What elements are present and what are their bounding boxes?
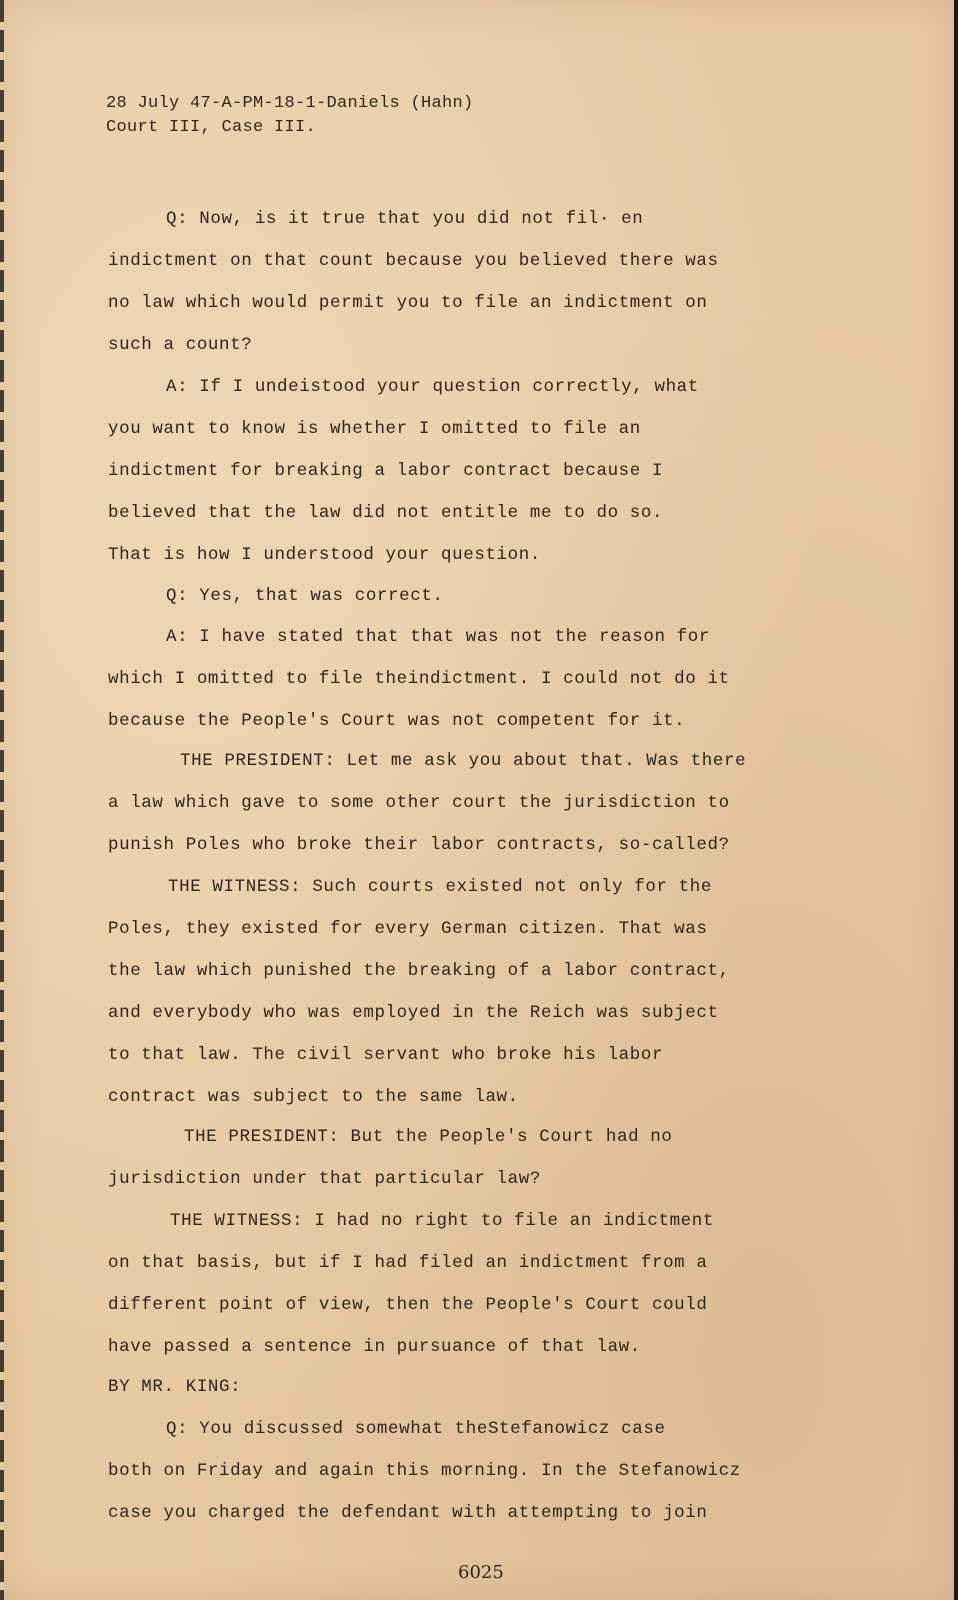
text-line: both on Friday and again this morning. In the Stefanowicz	[108, 1461, 741, 1481]
text-line: case you charged the defendant with attempting to join	[108, 1503, 708, 1523]
text-line: THE PRESIDENT: But the People's Court had no	[184, 1127, 673, 1147]
text-line: which I omitted to file theindictment. I could not do it	[108, 669, 730, 689]
text-line: the law which punished the breaking of a labor contract,	[108, 961, 730, 981]
speaker-heading: BY MR. KING:	[108, 1377, 242, 1397]
text-line: on that basis, but if I had filed an indictment from a	[108, 1253, 708, 1273]
text-line: contract was subject to the same law.	[108, 1087, 519, 1107]
text-line: Q: Yes, that was correct.	[166, 586, 444, 606]
text-line: and everybody who was employed in the Reich was subject	[108, 1003, 719, 1023]
text-line: such a count?	[108, 335, 253, 355]
text-line: a law which gave to some other court the jurisdiction to	[108, 793, 730, 813]
text-line: Q: You discussed somewhat theStefanowicz case	[166, 1419, 666, 1439]
text-line: no law which would permit you to file an indictment on	[108, 293, 708, 313]
text-line: different point of view, then the People's Court could	[108, 1295, 708, 1315]
page-number: 6025	[458, 1562, 504, 1583]
text-line: Poles, they existed for every German citizen. That was	[108, 919, 708, 939]
text-line: THE WITNESS: Such courts existed not only for the	[168, 877, 712, 897]
text-line: indictment on that count because you believed there was	[108, 251, 719, 271]
text-line: That is how I understood your question.	[108, 545, 541, 565]
text-line: you want to know is whether I omitted to file an	[108, 419, 641, 439]
text-line: have passed a sentence in pursuance of that law.	[108, 1337, 641, 1357]
text-line: indictment for breaking a labor contract because I	[108, 461, 664, 481]
text-line: jurisdiction under that particular law?	[108, 1169, 541, 1189]
text-line: Q: Now, is it true that you did not fil· en	[166, 209, 644, 229]
header-line-2: Court III, Case III.	[106, 118, 317, 137]
text-line: THE PRESIDENT: Let me ask you about that. Was there	[180, 751, 747, 771]
text-line: A: If I undeistood your question correctly, what	[166, 377, 699, 397]
text-line: believed that the law did not entitle me to do so.	[108, 503, 664, 523]
text-line: to that law. The civil servant who broke his labor	[108, 1045, 664, 1065]
document-header	[106, 92, 474, 140]
text-line: A: I have stated that that was not the reason for	[166, 627, 710, 647]
text-line: because the People's Court was not competent for it.	[108, 711, 686, 731]
scan-edge-marks	[0, 0, 4, 1600]
text-line: punish Poles who broke their labor contracts, so-called?	[108, 835, 730, 855]
header-line-1: 28 July 47-A-PM-18-1-Daniels (Hahn)	[106, 94, 474, 113]
text-line: THE WITNESS: I had no right to file an indictment	[170, 1211, 714, 1231]
